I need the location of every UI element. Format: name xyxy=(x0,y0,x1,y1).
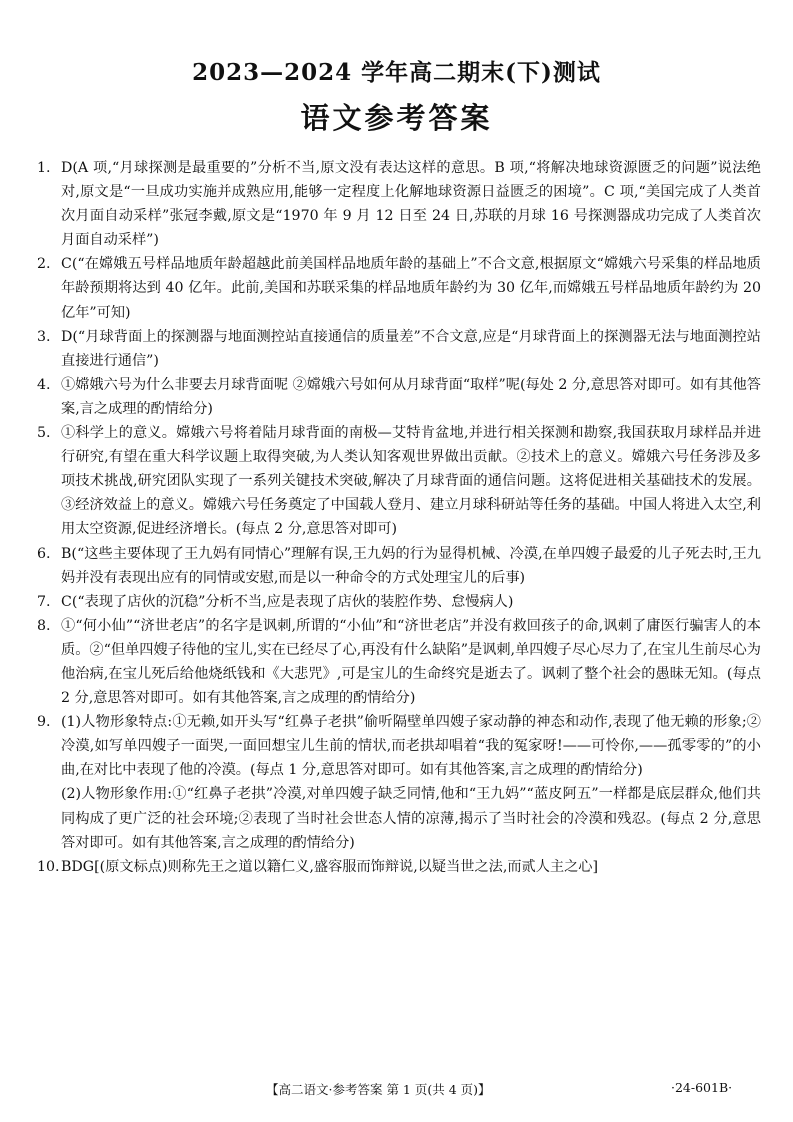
answer-text: C(“表现了店伙的沉稳”分析不当,应是表现了店伙的装腔作势、怠慢病人) xyxy=(61,593,514,610)
answer-text: C(“在嫦娥五号样品地质年龄超越此前美国样品地质年龄的基础上”不合文意,根据原文“嫦娥六号采集的样品地质年龄预期将达到 40 亿年。此前,美国和苏联采集的样品地质年龄约为 30 亿年,而嫦娥五号样品地质年龄约为 20 亿年”可知) xyxy=(61,256,761,321)
answer-item xyxy=(37,614,761,710)
answer-item xyxy=(37,373,761,421)
answer-number: 9. xyxy=(37,714,51,731)
document-title: 2023—2024 学年高二期末(下)测试 xyxy=(192,59,601,86)
answer-item xyxy=(37,710,761,855)
answer-number: 1. xyxy=(37,160,51,176)
answer-number: 2. xyxy=(37,256,51,273)
answer-item xyxy=(37,590,761,614)
answer-list xyxy=(37,156,761,879)
document-subtitle: 语文参考答案 xyxy=(300,101,493,135)
answer-text: ①嫦娥六号为什么非要去月球背面呢 ②嫦娥六号如何从月球背面“取样”呢(每处 2 分,意思答对即可。如有其他答案,言之成理的酌情给分) xyxy=(61,376,761,417)
answer-number: 5. xyxy=(37,425,51,442)
answer-number: 10. xyxy=(37,858,60,875)
answer-number: 4. xyxy=(37,376,51,393)
answer-number: 8. xyxy=(37,617,51,634)
answer-item xyxy=(37,156,761,252)
answer-item xyxy=(37,542,761,590)
answer-text: (2)人物形象作用:①“红鼻子老拱”冷漠,对单四嫂子缺乏同情,他和“王九妈”“蓝皮阿五”一样都是底层群众,他们共同构成了更广泛的社会环境;②表现了当时社会世态人情的凉薄,揭示了当时社会的冷漠和残忍。(每点 2 分,意思答对即可。如有其他答案,言之成理的酌情给分) xyxy=(61,786,761,851)
answer-text: D(A 项,“月球探测是最重要的”分析不当,原文没有表达这样的意思。B 项,“将解决地球资源匮乏的问题”说法绝对,原文是“一旦成功实施并成熟应用,能够一定程度上化解地球资源日益匮乏的困境”。C 项,“美国完成了人类首次月面自动采样”张冠李戴,原文是“1970 年 9 月 12 日至 24 日,苏联的月球 16 号探测器成功完成了人类首次月面自动采样”) xyxy=(61,160,761,249)
footer-page-info: 【高二语文·参考答案 第 1 页(共 4 页)】 xyxy=(266,1082,491,1097)
answer-text: D(“月球背面上的探测器与地面测控站直接通信的质量差”不合文意,应是“月球背面上的探测器无法与地面测控站直接进行通信”) xyxy=(61,328,761,369)
answer-text: ①“何小仙”“济世老店”的名字是讽刺,所谓的“小仙”和“济世老店”并没有救回孩子的命,讽刺了庸医行骗害人的本质。②“但单四嫂子待他的宝儿,实在已经尽了心,再没有什么缺陷”是讽刺,单四嫂子尽心尽力了,在宝儿生前尽心为他治病,在宝儿死后给他烧纸钱和《大悲咒》,可是宝儿的生命终究是逝去了。讽刺了整个社会的愚昧无知。(每点 2 分,意思答对即可。如有其他答案,言之成理的酌情给分) xyxy=(61,617,761,707)
answer-text: ①科学上的意义。嫦娥六号将着陆月球背面的南极—艾特肯盆地,并进行相关探测和勘察,我国获取月球样品并进行研究,有望在重大科学议题上取得突破,为人类认知客观世界做出贡献。②技术上的意义。嫦娥六号任务涉及多项技术挑战,研究团队实现了一系列关键技术突破,解决了月球背面的通信问题。这将促进相关基础技术的发展。③经济效益上的意义。嫦娥六号任务奠定了中国载人登月、建立月球科研站等任务的基础。中国人将进入太空,利用太空资源,促进经济增长。(每点 2 分,意思答对即可) xyxy=(61,425,761,538)
footer-code: ·24-601B· xyxy=(671,1080,733,1095)
answer-text: BDG[(原文标点)则称先王之道以籍仁义,盛容服而饰辩说,以疑当世之法,而贰人主之心] xyxy=(61,858,598,875)
answer-text: (1)人物形象特点:①无赖,如开头写“红鼻子老拱”偷听隔壁单四嫂子家动静的神态和动作,表现了他无赖的形象;②冷漠,如写单四嫂子一面哭,一面回想宝儿生前的情状,而老拱却唱着“我的冤家呀!——可怜你,——孤零零的”的小曲,在对比中表现了他的冷漠。(每点 1 分,意思答对即可。如有其他答案,言之成理的酌情给分) xyxy=(61,714,761,779)
answer-item xyxy=(37,252,761,324)
answer-item xyxy=(37,855,761,879)
answer-item xyxy=(37,325,761,373)
answer-number: 6. xyxy=(37,545,51,562)
answer-number: 3. xyxy=(37,328,51,345)
answer-item xyxy=(37,421,761,541)
answer-number: 7. xyxy=(37,593,51,610)
answer-text: B(“这些主要体现了王九妈有同情心”理解有误,王九妈的行为显得机械、冷漠,在单四嫂子最爱的儿子死去时,王九妈并没有表现出应有的同情或安慰,而是以一种命令的方式处理宝儿的后事) xyxy=(61,545,761,586)
